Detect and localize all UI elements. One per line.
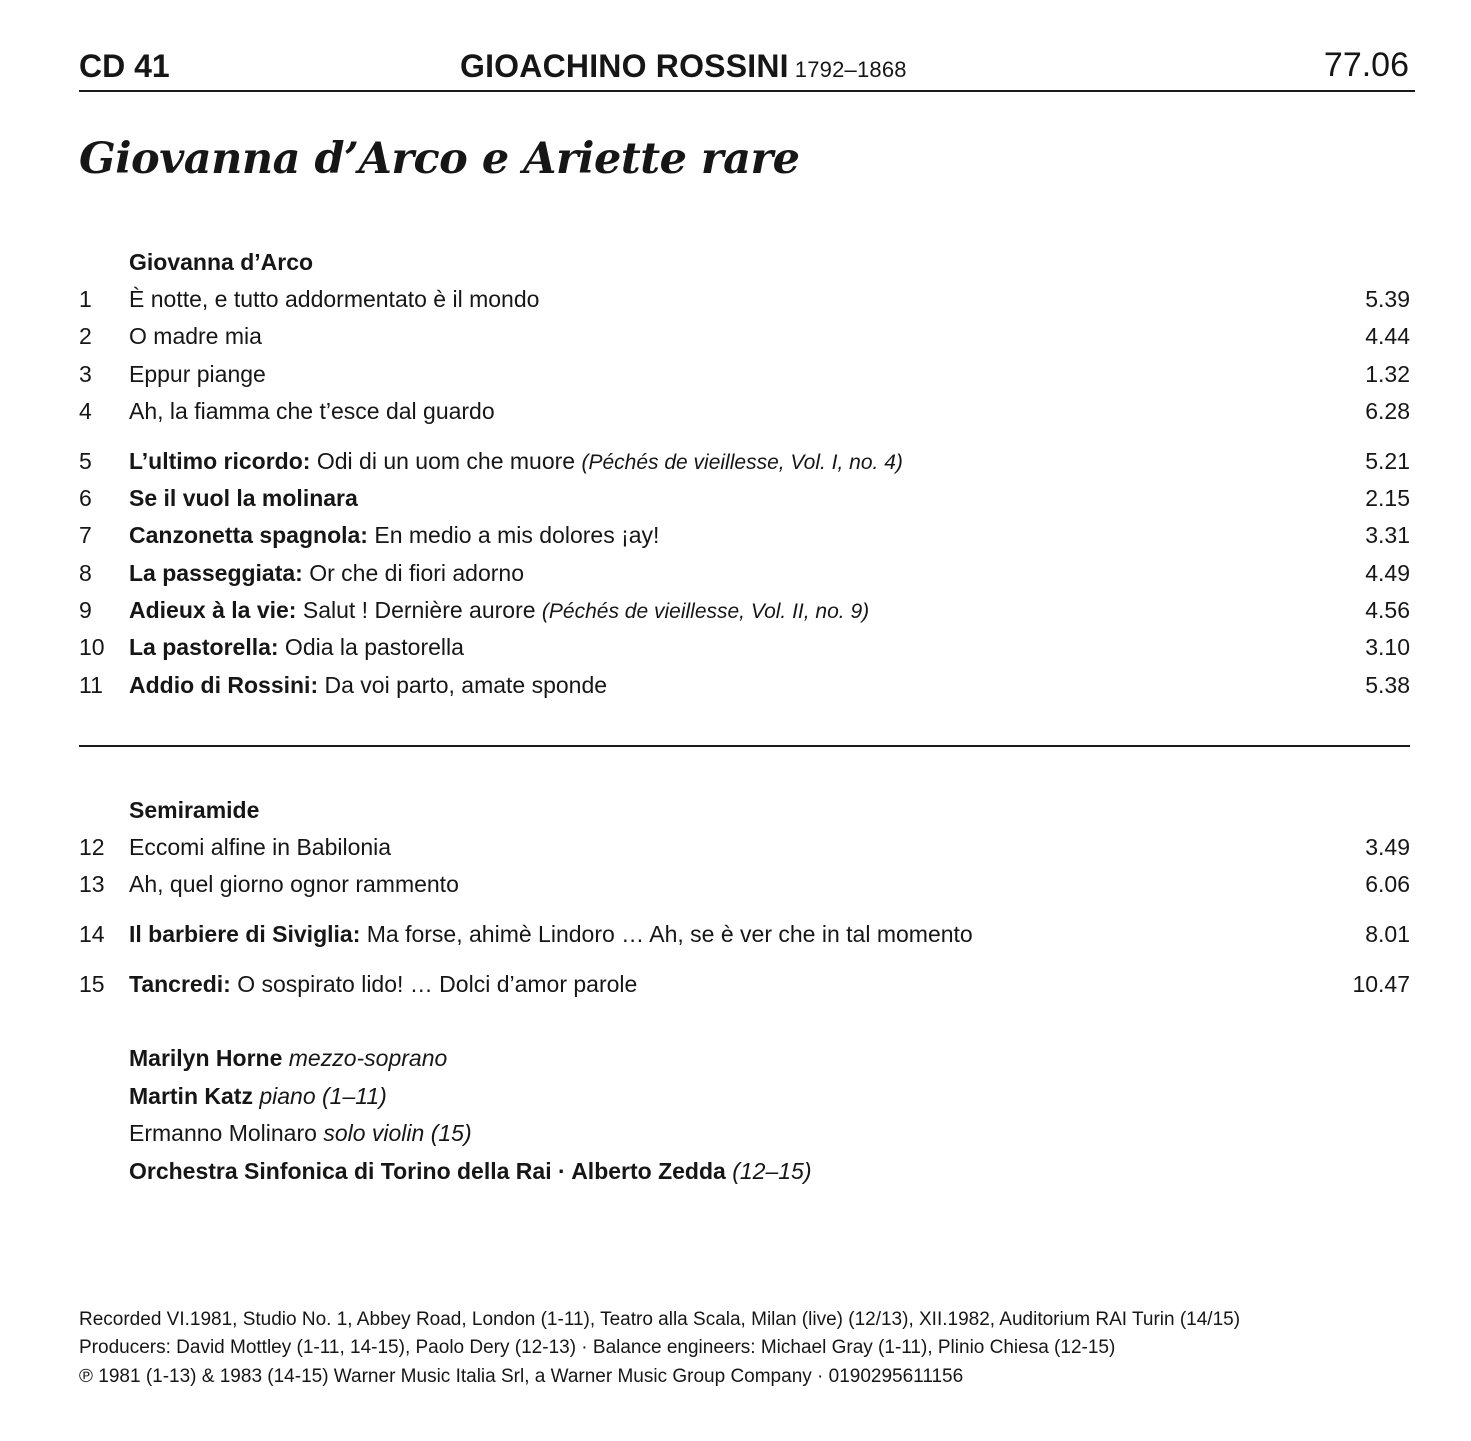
track-work: La passeggiata: [129,560,303,586]
track-row [79,921,1410,953]
performer-role: piano (1–11) [259,1083,387,1109]
track-row [79,398,1410,430]
performer-horne [129,1045,447,1072]
track-number: 2 [79,323,92,349]
track-row [79,286,1410,318]
track-row [79,634,1410,666]
track-duration: 4.44 [1365,323,1410,349]
track-duration: 3.10 [1365,634,1410,660]
track-title [129,560,524,587]
track-number: 6 [79,485,92,511]
section-divider [79,745,1410,747]
track-number: 13 [79,871,105,897]
track-row [79,560,1410,592]
track-work: Addio di Rossini: [129,672,319,698]
track-note: (Péchés de vieillesse, Vol. I, no. 4) [581,451,903,474]
track-work: Canzonetta spagnola: [129,522,368,548]
track-row [79,871,1410,903]
track-work: Adieux à la vie: [129,597,297,623]
track-duration: 2.15 [1365,485,1410,511]
track-title [129,522,659,549]
performer-molinaro [129,1120,472,1147]
album-title: Giovanna d’Arco e Ariette rare [79,134,800,184]
track-title [129,448,903,475]
track-number: 8 [79,560,92,586]
track-duration: 1.32 [1365,361,1410,387]
track-incipit: Salut ! Dernière aurore [296,597,542,623]
track-note: (Péchés de vieillesse, Vol. II, no. 9) [541,600,870,623]
group-heading-giovanna: Giovanna d’Arco [129,249,314,275]
track-title: O madre mia [129,323,262,349]
track-title [129,634,464,661]
track-incipit: Odia la pastorella [278,634,464,660]
track-row [79,323,1410,355]
track-number: 12 [79,834,105,860]
header-bar [79,46,1415,92]
performer-role: (12–15) [732,1158,812,1184]
track-work: Il barbiere di Siviglia: [129,921,361,947]
track-title [129,672,607,699]
group-heading-semiramide: Semiramide [129,797,260,823]
credit-producers: Producers: David Mottley (1-11, 14-15), Paolo Dery (12-13) · Balance engineers: Michael Gray (1-11), Plinio Chiesa (12-15) [79,1337,1116,1358]
track-work: L’ultimo ricordo: [129,448,311,474]
composer-name-text: GIOACHINO ROSSINI [460,48,789,84]
cd-number: CD 41 [79,48,170,84]
track-number: 15 [79,971,105,997]
track-title [129,921,973,948]
track-incipit: Da voi parto, amate sponde [318,672,608,698]
credit-copyright: ℗ 1981 (1-13) & 1983 (14-15) Warner Music Italia Srl, a Warner Music Group Company · 0190295611156 [79,1366,964,1387]
performer-role: solo violin (15) [323,1120,472,1146]
track-title [129,485,358,512]
track-duration: 10.47 [1352,971,1410,997]
track-incipit: Or che di fiori adorno [302,560,525,586]
track-title: Ah, la fiamma che t’esce dal guardo [129,398,495,424]
performer-name: Martin Katz [129,1083,253,1109]
track-number: 7 [79,522,92,548]
track-duration: 6.28 [1365,398,1410,424]
performer-name: Ermanno Molinaro [129,1120,317,1146]
track-number: 1 [79,286,92,312]
performer-orchestra [129,1158,811,1185]
track-duration: 3.31 [1365,522,1410,548]
track-work: Tancredi: [129,971,231,997]
track-title: Eppur piange [129,361,266,387]
total-duration: 77.06 [1323,46,1409,84]
track-incipit: Odi di un uom che muore [310,448,582,474]
track-row [79,672,1410,704]
composer-name [460,48,907,85]
track-duration: 5.39 [1365,286,1410,312]
track-row [79,971,1410,1003]
track-duration: 6.06 [1365,871,1410,897]
track-work: La pastorella: [129,634,279,660]
track-duration: 5.21 [1365,448,1410,474]
track-title: Eccomi alfine in Babilonia [129,834,392,860]
track-title [129,597,869,624]
performer-name: Marilyn Horne [129,1045,283,1071]
track-row [79,361,1410,393]
track-number: 10 [79,634,105,660]
track-number: 3 [79,361,92,387]
track-work: Se il vuol la molinara [129,485,358,511]
track-row [79,448,1410,480]
performer-name: Orchestra Sinfonica di Torino della Rai · Alberto Zedda [129,1158,726,1184]
track-number: 9 [79,597,92,623]
track-number: 14 [79,921,105,947]
track-duration: 8.01 [1365,921,1410,947]
track-incipit: Ma forse, ahimè Lindoro … Ah, se è ver che in tal momento [360,921,973,947]
track-row [79,522,1410,554]
track-duration: 5.38 [1365,672,1410,698]
track-incipit: O sospirato lido! … Dolci d’amor parole [230,971,638,997]
track-title [129,971,637,998]
track-incipit: En medio a mis dolores ¡ay! [367,522,660,548]
track-duration: 4.56 [1365,597,1410,623]
performer-role: mezzo-soprano [288,1045,448,1071]
credit-recorded: Recorded VI.1981, Studio No. 1, Abbey Road, London (1-11), Teatro alla Scala, Milan (live) (12/13), XII.1982, Auditorium RAI Turin (14/15) [79,1309,1241,1330]
track-number: 5 [79,448,92,474]
track-title: Ah, quel giorno ognor rammento [129,871,459,897]
track-number: 11 [79,672,103,698]
composer-dates: 1792–1868 [794,57,907,82]
track-row [79,485,1410,517]
track-number: 4 [79,398,92,424]
track-duration: 3.49 [1365,834,1410,860]
track-title: È notte, e tutto addormentato è il mondo [129,286,540,312]
track-row [79,834,1410,866]
track-duration: 4.49 [1365,560,1410,586]
performer-katz [129,1083,387,1110]
track-row [79,597,1410,629]
